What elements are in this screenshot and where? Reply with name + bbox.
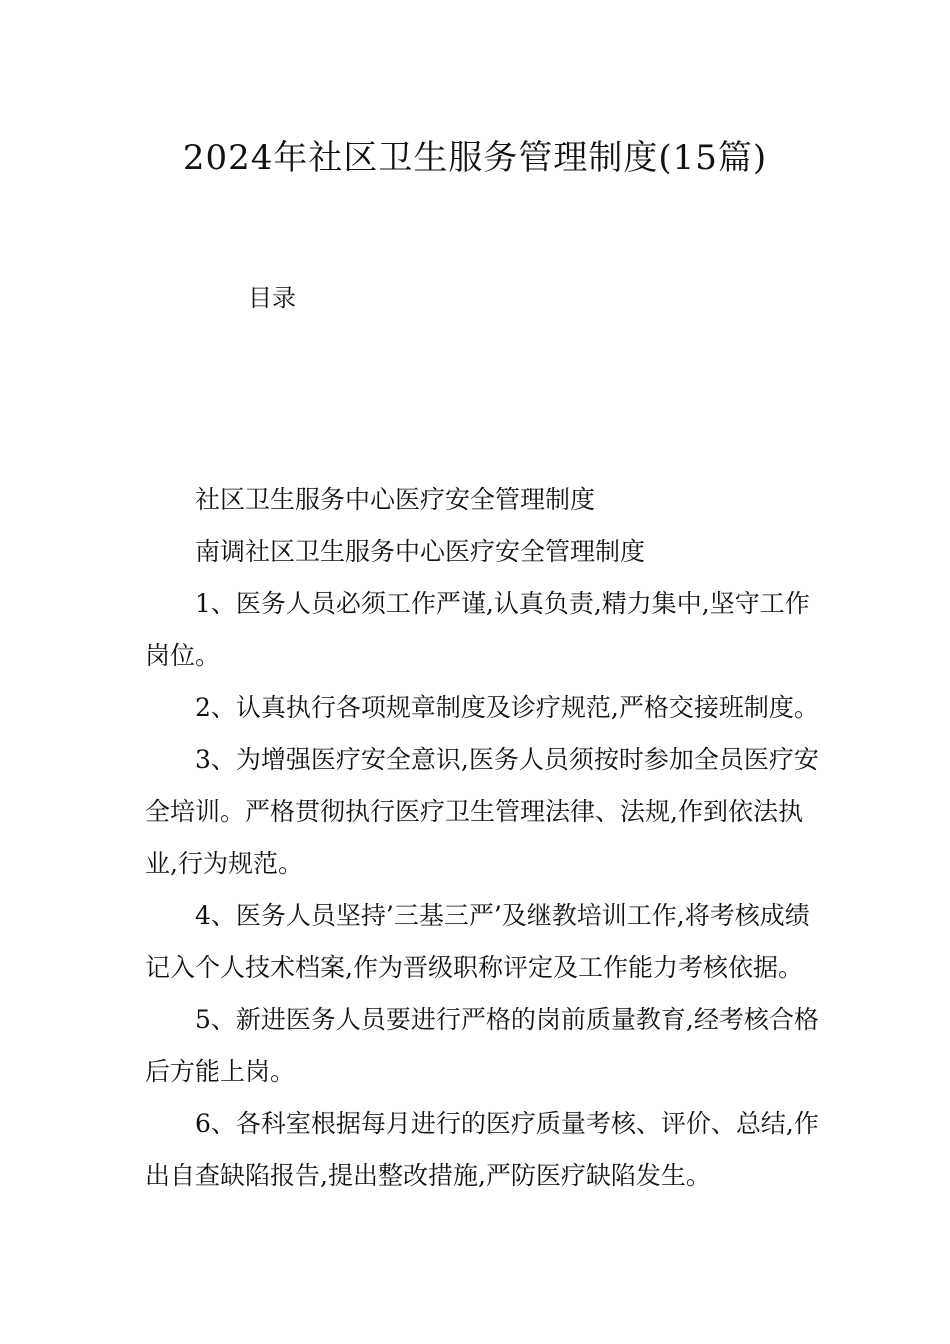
paragraph: 5、新进医务人员要进行严格的岗前质量教育,经考核合格后方能上岗。 [145, 1005, 819, 1086]
document-body [145, 474, 825, 1202]
paragraph: 1、医务人员必须工作严谨,认真负责,精力集中,坚守工作岗位。 [145, 589, 810, 670]
paragraph: 3、为增强医疗安全意识,医务人员须按时参加全员医疗安全培训。严格贯彻执行医疗卫生管理法律、法规,作到依法执业,行为规范。 [145, 745, 819, 878]
section-heading: 社区卫生服务中心医疗安全管理制度 [195, 485, 596, 514]
paragraph: 4、医务人员坚持’三基三严’及继教培训工作,将考核成绩记入个人技术档案,作为晋级职称评定及工作能力考核依据。 [145, 901, 810, 982]
toc-heading: 目录 [248, 284, 296, 312]
section-subheading: 南调社区卫生服务中心医疗安全管理制度 [195, 537, 646, 566]
paragraph: 6、各科室根据每月进行的医疗质量考核、评价、总结,作出自查缺陷报告,提出整改措施,严防医疗缺陷发生。 [145, 1109, 819, 1190]
document-title: 2024年社区卫生服务管理制度(15篇) [182, 138, 768, 178]
paragraph: 2、认真执行各项规章制度及诊疗规范,严格交接班制度。 [195, 693, 819, 722]
